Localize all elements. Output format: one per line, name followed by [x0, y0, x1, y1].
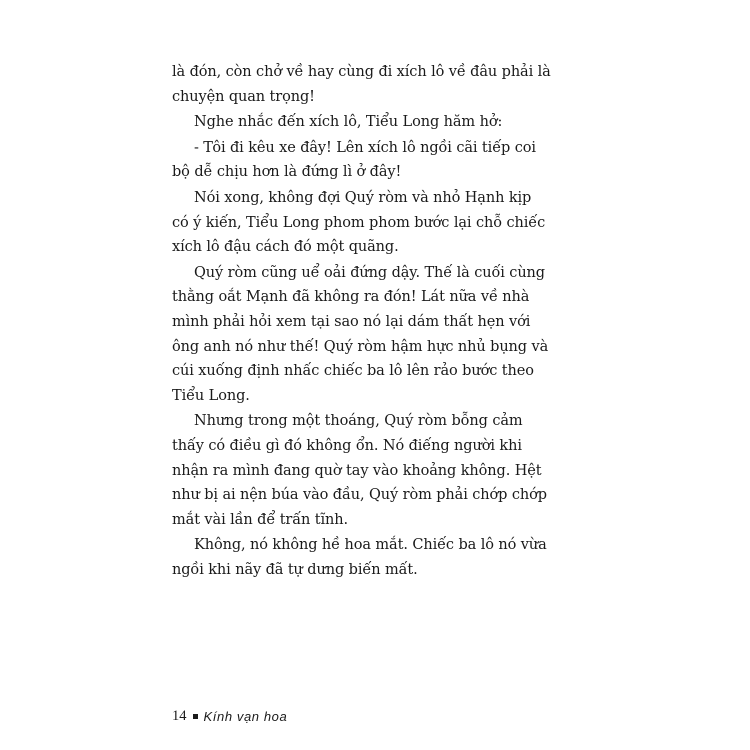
page-number: 14 — [172, 708, 187, 724]
body-text — [172, 60, 552, 583]
paragraph: Nói xong, không đợi Quý ròm và nhỏ Hạnh kịp có ý kiến, Tiểu Long phom phom bước lại chỗ chiếc xích lô đậu cách đó một quãng. — [172, 189, 546, 256]
dialogue-paragraph: - Tôi đi kêu xe đây! Lên xích lô ngồi cãi tiếp coi bộ dễ chịu hơn là đứng lì ở đây! — [172, 139, 536, 181]
page-footer — [172, 708, 287, 725]
paragraph: Quý ròm cũng uể oải đứng dậy. Thế là cuối cùng thằng oắt Mạnh đã không ra đón! Lát nữa về nhà mình phải hỏi xem tại sao nó lại dám thất hẹn với ông anh nó như thế! Quý ròm hậm hực nhủ bụng và cúi xuống định nhấc chiếc ba lô lên rảo bước theo Tiểu Long. — [172, 264, 549, 404]
paragraph: Nhưng trong một thoáng, Quý ròm bỗng cảm thấy có điều gì đó không ổn. Nó điếng người khi nhận ra mình đang quờ tay vào khoảng không. Hệt như bị ai nện búa vào đầu, Quý ròm phải chớp chớp mắt vài lần để trấn tĩnh. — [172, 413, 547, 528]
paragraph: Nghe nhắc đến xích lô, Tiểu Long hăm hở: — [194, 114, 503, 131]
paragraph-continuation: là đón, còn chở về hay cùng đi xích lô về đâu phải là chuyện quan trọng! — [172, 64, 551, 105]
paragraph: Không, nó không hề hoa mắt. Chiếc ba lô nó vừa ngồi khi nãy đã tự dưng biến mất. — [172, 537, 547, 578]
book-title: Kính vạn hoa — [203, 709, 288, 724]
bullet-icon — [193, 714, 198, 719]
